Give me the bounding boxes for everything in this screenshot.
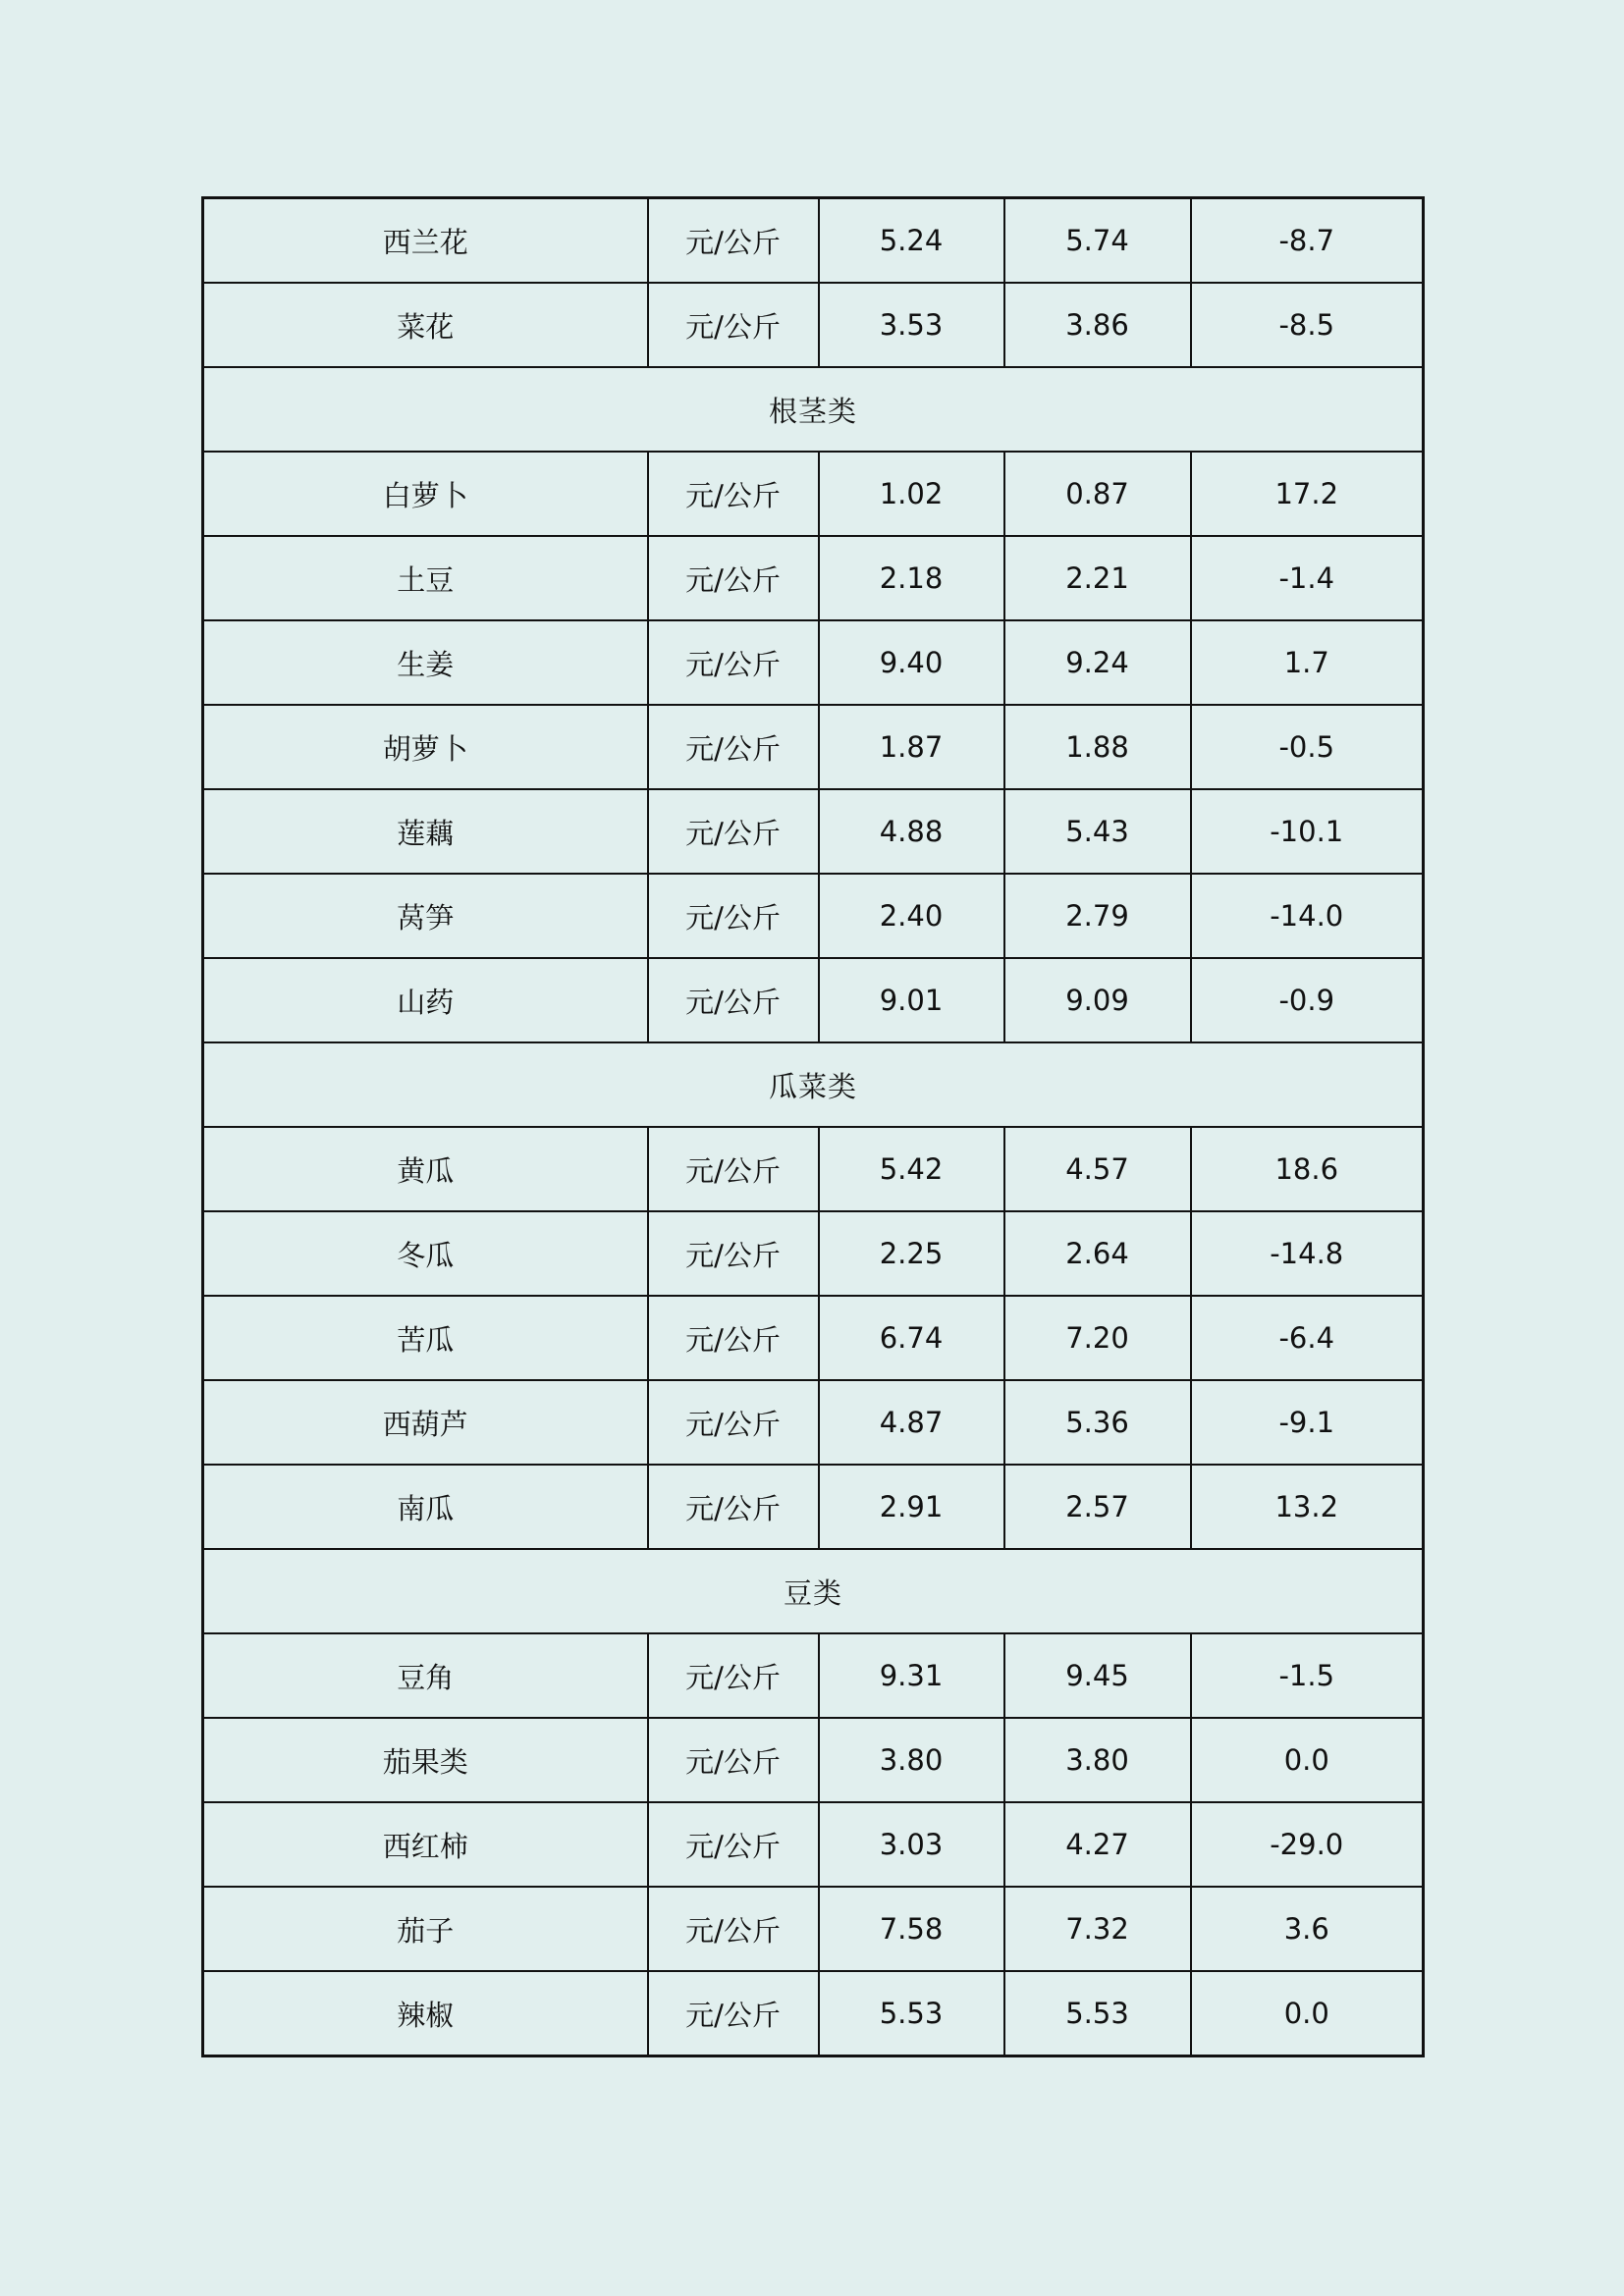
previous-price-cell: 5.53: [1004, 1971, 1191, 2056]
table-row: [203, 1971, 1424, 2056]
current-price-cell: 2.25: [819, 1211, 1004, 1296]
unit-cell: 元/公斤: [648, 1296, 819, 1380]
current-price-cell: 7.58: [819, 1887, 1004, 1971]
table-row: [203, 536, 1424, 620]
previous-price-cell: 9.24: [1004, 620, 1191, 705]
category-label: 豆类: [203, 1549, 1424, 1633]
current-price-cell: 9.40: [819, 620, 1004, 705]
change-percent-cell: 0.0: [1191, 1971, 1424, 2056]
unit-cell: 元/公斤: [648, 1465, 819, 1549]
category-label: 瓜菜类: [203, 1042, 1424, 1127]
item-name-cell: 土豆: [203, 536, 648, 620]
item-name-cell: 白萝卜: [203, 452, 648, 536]
item-name-cell: 辣椒: [203, 1971, 648, 2056]
table-row: [203, 198, 1424, 284]
unit-cell: 元/公斤: [648, 1127, 819, 1211]
change-percent-cell: -8.5: [1191, 283, 1424, 367]
item-name-cell: 黄瓜: [203, 1127, 648, 1211]
unit-cell: 元/公斤: [648, 1718, 819, 1802]
category-label: 根茎类: [203, 367, 1424, 452]
unit-cell: 元/公斤: [648, 452, 819, 536]
unit-cell: 元/公斤: [648, 620, 819, 705]
unit-cell: 元/公斤: [648, 789, 819, 874]
previous-price-cell: 2.21: [1004, 536, 1191, 620]
unit-cell: 元/公斤: [648, 1971, 819, 2056]
table-row: [203, 1127, 1424, 1211]
item-name-cell: 冬瓜: [203, 1211, 648, 1296]
item-name-cell: 茄子: [203, 1887, 648, 1971]
current-price-cell: 4.87: [819, 1380, 1004, 1465]
previous-price-cell: 4.27: [1004, 1802, 1191, 1887]
current-price-cell: 4.88: [819, 789, 1004, 874]
previous-price-cell: 7.20: [1004, 1296, 1191, 1380]
unit-cell: 元/公斤: [648, 198, 819, 284]
table-row: [203, 1802, 1424, 1887]
table-row: [203, 452, 1424, 536]
unit-cell: 元/公斤: [648, 1887, 819, 1971]
change-percent-cell: 13.2: [1191, 1465, 1424, 1549]
unit-cell: 元/公斤: [648, 705, 819, 789]
change-percent-cell: 0.0: [1191, 1718, 1424, 1802]
change-percent-cell: -29.0: [1191, 1802, 1424, 1887]
item-name-cell: 苦瓜: [203, 1296, 648, 1380]
previous-price-cell: 9.45: [1004, 1633, 1191, 1718]
current-price-cell: 2.18: [819, 536, 1004, 620]
previous-price-cell: 2.64: [1004, 1211, 1191, 1296]
previous-price-cell: 9.09: [1004, 958, 1191, 1042]
current-price-cell: 1.87: [819, 705, 1004, 789]
change-percent-cell: -14.8: [1191, 1211, 1424, 1296]
table-row: [203, 874, 1424, 958]
previous-price-cell: 4.57: [1004, 1127, 1191, 1211]
table-row: [203, 1718, 1424, 1802]
current-price-cell: 5.53: [819, 1971, 1004, 2056]
current-price-cell: 3.80: [819, 1718, 1004, 1802]
item-name-cell: 南瓜: [203, 1465, 648, 1549]
table-row: [203, 789, 1424, 874]
table-body: [203, 198, 1424, 2056]
unit-cell: 元/公斤: [648, 1211, 819, 1296]
current-price-cell: 5.24: [819, 198, 1004, 284]
category-row: [203, 1549, 1424, 1633]
category-row: [203, 367, 1424, 452]
change-percent-cell: -14.0: [1191, 874, 1424, 958]
previous-price-cell: 3.80: [1004, 1718, 1191, 1802]
item-name-cell: 豆角: [203, 1633, 648, 1718]
unit-cell: 元/公斤: [648, 874, 819, 958]
item-name-cell: 菜花: [203, 283, 648, 367]
previous-price-cell: 5.36: [1004, 1380, 1191, 1465]
change-percent-cell: -0.5: [1191, 705, 1424, 789]
current-price-cell: 5.42: [819, 1127, 1004, 1211]
current-price-cell: 9.31: [819, 1633, 1004, 1718]
item-name-cell: 山药: [203, 958, 648, 1042]
change-percent-cell: -1.4: [1191, 536, 1424, 620]
unit-cell: 元/公斤: [648, 1802, 819, 1887]
table-row: [203, 1296, 1424, 1380]
unit-cell: 元/公斤: [648, 958, 819, 1042]
previous-price-cell: 3.86: [1004, 283, 1191, 367]
item-name-cell: 胡萝卜: [203, 705, 648, 789]
previous-price-cell: 2.57: [1004, 1465, 1191, 1549]
item-name-cell: 莴笋: [203, 874, 648, 958]
table-row: [203, 620, 1424, 705]
unit-cell: 元/公斤: [648, 1633, 819, 1718]
current-price-cell: 3.53: [819, 283, 1004, 367]
change-percent-cell: 3.6: [1191, 1887, 1424, 1971]
previous-price-cell: 5.43: [1004, 789, 1191, 874]
previous-price-cell: 7.32: [1004, 1887, 1191, 1971]
current-price-cell: 9.01: [819, 958, 1004, 1042]
change-percent-cell: -0.9: [1191, 958, 1424, 1042]
change-percent-cell: 17.2: [1191, 452, 1424, 536]
change-percent-cell: -1.5: [1191, 1633, 1424, 1718]
change-percent-cell: -10.1: [1191, 789, 1424, 874]
category-row: [203, 1042, 1424, 1127]
item-name-cell: 茄果类: [203, 1718, 648, 1802]
item-name-cell: 西红柿: [203, 1802, 648, 1887]
change-percent-cell: -6.4: [1191, 1296, 1424, 1380]
current-price-cell: 2.40: [819, 874, 1004, 958]
item-name-cell: 西葫芦: [203, 1380, 648, 1465]
change-percent-cell: -9.1: [1191, 1380, 1424, 1465]
current-price-cell: 3.03: [819, 1802, 1004, 1887]
unit-cell: 元/公斤: [648, 283, 819, 367]
unit-cell: 元/公斤: [648, 536, 819, 620]
table-row: [203, 958, 1424, 1042]
current-price-cell: 6.74: [819, 1296, 1004, 1380]
table-row: [203, 1465, 1424, 1549]
table-row: [203, 1887, 1424, 1971]
item-name-cell: 莲藕: [203, 789, 648, 874]
unit-cell: 元/公斤: [648, 1380, 819, 1465]
change-percent-cell: 1.7: [1191, 620, 1424, 705]
previous-price-cell: 0.87: [1004, 452, 1191, 536]
item-name-cell: 西兰花: [203, 198, 648, 284]
table-row: [203, 283, 1424, 367]
change-percent-cell: -8.7: [1191, 198, 1424, 284]
table-row: [203, 1633, 1424, 1718]
item-name-cell: 生姜: [203, 620, 648, 705]
previous-price-cell: 2.79: [1004, 874, 1191, 958]
vegetable-price-table: [201, 196, 1425, 2057]
previous-price-cell: 1.88: [1004, 705, 1191, 789]
table-row: [203, 705, 1424, 789]
table-row: [203, 1380, 1424, 1465]
change-percent-cell: 18.6: [1191, 1127, 1424, 1211]
table-row: [203, 1211, 1424, 1296]
current-price-cell: 2.91: [819, 1465, 1004, 1549]
current-price-cell: 1.02: [819, 452, 1004, 536]
previous-price-cell: 5.74: [1004, 198, 1191, 284]
